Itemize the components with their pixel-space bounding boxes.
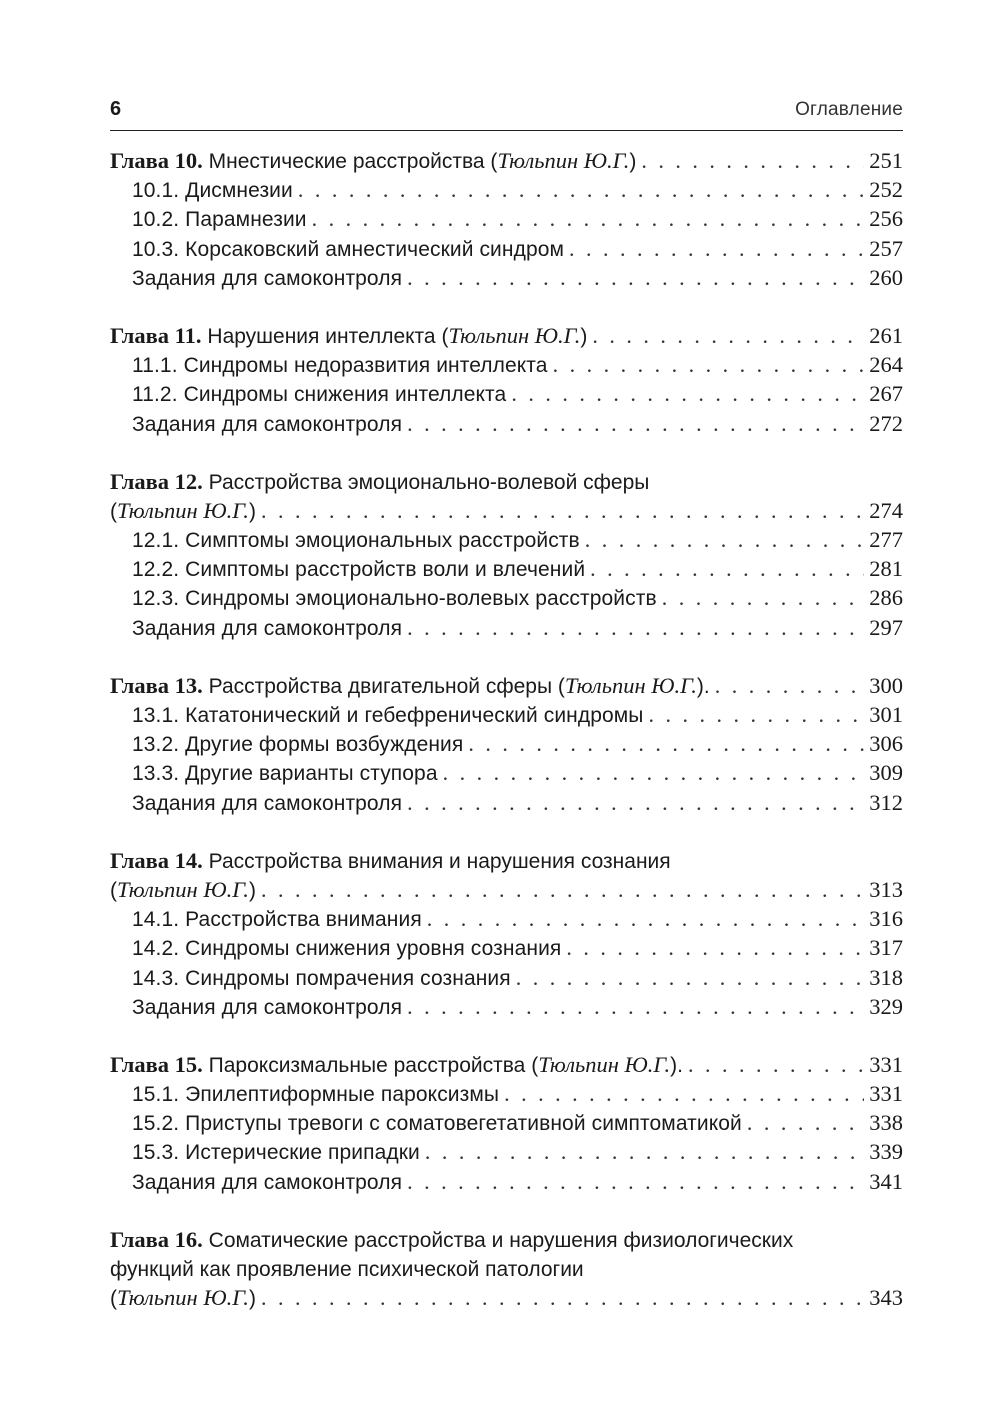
dot-leader xyxy=(662,583,865,612)
toc-section[interactable] xyxy=(110,379,903,408)
section-label: Задания для самоконтроля xyxy=(132,412,403,436)
toc-section[interactable] xyxy=(110,758,903,787)
section-label: Задания для самоконтроля xyxy=(132,266,403,290)
toc-section[interactable] xyxy=(110,1137,903,1166)
chapter-title: Соматические расстройства и нарушения физиологических xyxy=(202,1228,794,1252)
section-label: 14.2. Синдромы снижения уровня сознания xyxy=(132,937,562,961)
page-ref: 338 xyxy=(869,1110,903,1136)
dot-leader xyxy=(569,234,864,263)
section-label: 10.3. Корсаковский амнестический синдром xyxy=(132,237,565,261)
chapter-16 xyxy=(110,1225,903,1313)
page-ref: 301 xyxy=(869,702,903,727)
page-ref: 256 xyxy=(869,206,903,232)
section-label: Задания для самоконтроля xyxy=(132,995,403,1019)
dot-leader xyxy=(407,992,864,1021)
dot-leader xyxy=(261,1283,864,1312)
chapter-15-heading[interactable] xyxy=(110,1050,903,1079)
toc-section[interactable] xyxy=(110,1108,903,1137)
page-ref: 312 xyxy=(869,789,903,815)
section-label: 12.2. Симптомы расстройств воли и влечений xyxy=(132,558,586,582)
section-label: 14.3. Синдромы помрачения сознания xyxy=(132,966,511,990)
dot-leader xyxy=(407,788,864,817)
dot-leader xyxy=(504,1079,864,1108)
page-number: 6 xyxy=(110,98,122,120)
chapter-10-heading[interactable] xyxy=(110,146,903,175)
dot-leader xyxy=(511,379,864,408)
toc-section[interactable] xyxy=(110,409,903,438)
page-ref: 252 xyxy=(869,177,903,203)
page-ref: 267 xyxy=(869,381,903,407)
page-ref: 260 xyxy=(869,264,903,290)
chapter-title-close: ) xyxy=(248,1287,256,1311)
dot-leader xyxy=(715,671,865,700)
section-label: Задания для самоконтроля xyxy=(132,1170,403,1194)
chapter-title: Расстройства двигательной сферы ( xyxy=(202,674,565,698)
chapter-14-heading-cont[interactable] xyxy=(110,875,903,904)
dot-leader xyxy=(443,758,865,787)
page-ref: 274 xyxy=(869,497,903,523)
chapter-11-heading[interactable] xyxy=(110,321,903,350)
dot-leader xyxy=(427,904,864,933)
chapter-title: Расстройства внимания и нарушения сознания xyxy=(202,849,671,873)
toc-section[interactable] xyxy=(110,788,903,817)
toc-section[interactable] xyxy=(110,729,903,758)
section-label: 13.3. Другие варианты ступора xyxy=(132,762,438,786)
dot-leader xyxy=(641,146,864,175)
toc-section[interactable] xyxy=(110,263,903,292)
chapter-author: Тюльпин Ю.Г. xyxy=(117,497,249,523)
chapter-title-close: ) xyxy=(248,499,256,523)
page-ref: 272 xyxy=(869,410,903,436)
section-label: 12.3. Синдромы эмоционально-волевых расстройств xyxy=(132,587,657,611)
chapter-title-line2: функций как проявление психической патологии xyxy=(110,1258,584,1281)
page-ref: 316 xyxy=(869,906,903,932)
page-ref: 261 xyxy=(869,322,903,348)
chapter-12 xyxy=(110,467,903,642)
toc-section[interactable] xyxy=(110,613,903,642)
chapter-title-close: ) xyxy=(248,878,256,902)
dot-leader xyxy=(688,1050,864,1079)
chapter-12-heading[interactable] xyxy=(110,467,903,496)
dot-leader xyxy=(592,321,864,350)
chapter-title-close: ). xyxy=(696,674,710,698)
table-of-contents xyxy=(110,146,903,1341)
toc-section[interactable] xyxy=(110,1079,903,1108)
chapter-title: Нарушения интеллекта ( xyxy=(201,324,449,348)
section-label: 11.2. Синдромы снижения интеллекта xyxy=(132,383,507,407)
chapter-title-open: ( xyxy=(110,499,117,523)
section-label: 13.2. Другие формы возбуждения xyxy=(132,733,464,757)
page-ref: 257 xyxy=(869,235,903,261)
dot-leader xyxy=(566,933,864,962)
chapter-13-heading[interactable] xyxy=(110,671,903,700)
toc-section[interactable] xyxy=(110,525,903,554)
chapter-author: Тюльпин Ю.Г. xyxy=(497,148,630,173)
dot-leader xyxy=(298,175,864,204)
dot-leader xyxy=(516,963,865,992)
page-ref: 339 xyxy=(869,1139,903,1165)
chapter-title-open: ( xyxy=(110,878,117,902)
page-ref: 251 xyxy=(869,148,903,173)
section-label: 15.2. Приступы тревоги с соматовегетативной симптоматикой xyxy=(132,1112,742,1136)
chapter-title: Пароксизмальные расстройства ( xyxy=(202,1053,539,1077)
toc-section[interactable] xyxy=(110,1167,903,1196)
chapter-label: Глава 16. xyxy=(110,1226,203,1252)
dot-leader xyxy=(747,1108,864,1137)
dot-leader xyxy=(261,496,864,525)
chapter-12-heading-cont[interactable] xyxy=(110,496,903,525)
page-ref: 313 xyxy=(869,876,903,902)
dot-leader xyxy=(553,350,865,379)
page-ref: 281 xyxy=(869,556,903,582)
toc-section[interactable] xyxy=(110,583,903,612)
toc-section[interactable] xyxy=(110,992,903,1021)
toc-section[interactable] xyxy=(110,350,903,379)
chapter-author: Тюльпин Ю.Г. xyxy=(564,672,697,698)
running-title: Оглавление xyxy=(795,99,903,120)
chapter-title: Расстройства эмоционально-волевой сферы xyxy=(202,470,650,494)
page-ref: 264 xyxy=(869,352,903,378)
chapter-15 xyxy=(110,1050,903,1196)
section-label: 10.2. Парамнезии xyxy=(132,208,307,232)
section-label: Задания для самоконтроля xyxy=(132,791,403,815)
toc-section[interactable] xyxy=(110,234,903,263)
chapter-14 xyxy=(110,846,903,1021)
chapter-label: Глава 10. xyxy=(110,148,203,173)
page-ref: 306 xyxy=(869,731,903,757)
page-ref: 341 xyxy=(869,1168,903,1194)
chapter-13 xyxy=(110,671,903,817)
page-ref: 300 xyxy=(869,672,903,698)
chapter-title-close: ) xyxy=(629,150,637,173)
dot-leader xyxy=(407,613,864,642)
section-label: 13.1. Кататонический и гебефренический синдромы xyxy=(132,704,644,727)
page-ref: 297 xyxy=(869,614,903,640)
dot-leader xyxy=(261,875,864,904)
section-label: Задания для самоконтроля xyxy=(132,616,403,640)
toc-section[interactable] xyxy=(110,204,903,233)
section-label: 15.1. Эпилептиформные пароксизмы xyxy=(132,1083,500,1107)
toc-section[interactable] xyxy=(110,175,903,204)
page-ref: 309 xyxy=(869,760,903,786)
dot-leader xyxy=(468,729,864,758)
chapter-14-heading[interactable] xyxy=(110,846,903,875)
toc-section[interactable] xyxy=(110,904,903,933)
toc-section[interactable] xyxy=(110,700,903,729)
page-ref: 331 xyxy=(869,1051,903,1077)
dot-leader xyxy=(312,204,865,233)
page-ref: 277 xyxy=(869,527,903,553)
dot-leader xyxy=(590,554,864,583)
chapter-label: Глава 11. xyxy=(110,322,202,348)
chapter-label: Глава 13. xyxy=(110,672,203,698)
chapter-10 xyxy=(110,146,903,292)
page-ref: 343 xyxy=(869,1285,903,1311)
page-header xyxy=(110,94,903,131)
page-ref: 317 xyxy=(869,935,903,961)
dot-leader xyxy=(407,409,864,438)
chapter-author: Тюльпин Ю.Г. xyxy=(117,876,249,902)
dot-leader xyxy=(407,263,864,292)
dot-leader xyxy=(585,525,864,554)
section-label: 14.1. Расстройства внимания xyxy=(132,908,422,932)
chapter-16-heading-cont[interactable] xyxy=(110,1254,903,1283)
chapter-title-close: ). xyxy=(670,1053,683,1077)
dot-leader xyxy=(407,1167,864,1196)
chapter-label: Глава 15. xyxy=(110,1051,203,1077)
page-ref: 331 xyxy=(869,1081,903,1107)
dot-leader xyxy=(425,1137,864,1166)
page-ref: 318 xyxy=(869,964,903,990)
chapter-author: Тюльпин Ю.Г. xyxy=(538,1051,671,1077)
chapter-title: Мнестические расстройства ( xyxy=(202,150,498,173)
toc-section[interactable] xyxy=(110,963,903,992)
dot-leader xyxy=(649,700,865,729)
chapter-author: Тюльпин Ю.Г. xyxy=(117,1285,249,1311)
chapter-11 xyxy=(110,321,903,438)
chapter-label: Глава 12. xyxy=(110,468,203,494)
section-label: 10.1. Дисмнезии xyxy=(132,179,293,203)
section-label: 12.1. Симптомы эмоциональных расстройств xyxy=(132,529,580,553)
chapter-label: Глава 14. xyxy=(110,847,203,873)
section-label: 11.1. Синдромы недоразвития интеллекта xyxy=(132,354,548,378)
page-ref: 329 xyxy=(869,993,903,1019)
toc-section[interactable] xyxy=(110,933,903,962)
chapter-16-heading-cont2[interactable] xyxy=(110,1283,903,1312)
chapter-author: Тюльпин Ю.Г. xyxy=(448,322,581,348)
toc-section[interactable] xyxy=(110,554,903,583)
page-ref: 286 xyxy=(869,585,903,611)
chapter-title-close: ) xyxy=(580,324,588,348)
chapter-16-heading[interactable] xyxy=(110,1225,903,1254)
section-label: 15.3. Истерические припадки xyxy=(132,1141,420,1165)
chapter-title-open: ( xyxy=(110,1287,117,1311)
